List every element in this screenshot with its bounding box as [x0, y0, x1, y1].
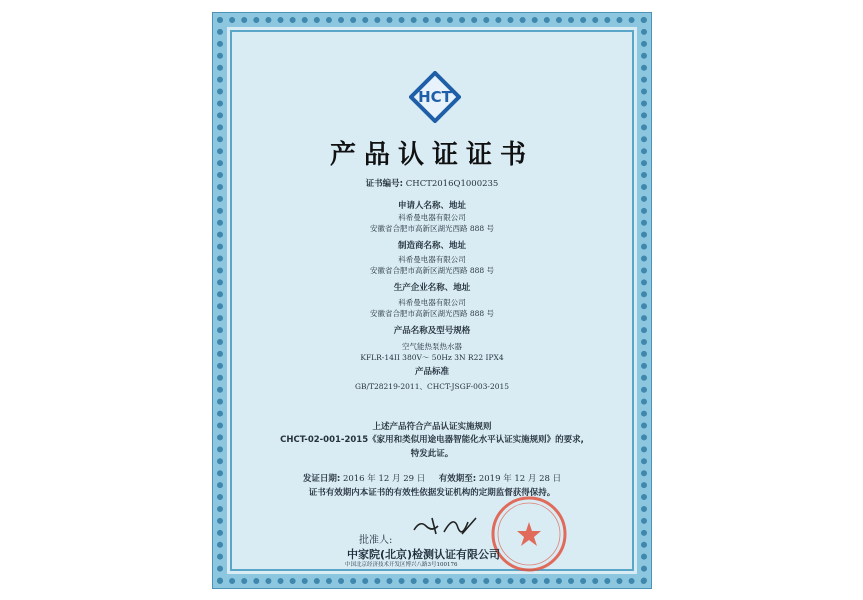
certificate: [213, 13, 651, 588]
cert-number: CHCT2016Q1000235: [405, 179, 499, 189]
compliance-line-2: CHCT-02-001-2015《家用和类似用途电器智能化水平认证实施规则》的要求,: [280, 435, 584, 445]
product-label: 产品名称及型号规格: [393, 326, 471, 336]
cert-number-label: 证书编号:: [365, 179, 404, 189]
dates-row: [227, 472, 637, 484]
compliance-line-1: 上述产品符合产品认证实施规则: [372, 422, 492, 432]
factory-address: 安徽省合肥市高新区湖光西路 888 号: [369, 309, 495, 318]
compliance-line-3: 特发此证。: [410, 449, 454, 459]
issue-date: 2016 年 12 月 29 日: [342, 474, 426, 484]
seal-icon: [489, 494, 569, 574]
issuer-name: 中家院(北京)检测认证有限公司: [347, 548, 501, 561]
factory-label: 生产企业名称、地址: [393, 283, 471, 293]
product-name: 空气能热泵热水器: [402, 342, 462, 351]
standard-label: 产品标准: [414, 367, 449, 377]
page-title: 产品认证证书: [329, 140, 534, 170]
signature: [410, 512, 480, 540]
applicant-address: 安徽省合肥市高新区湖光西路 888 号: [369, 224, 495, 233]
issuer-address: 中国北京经济技术开发区博兴八路3号100176: [345, 562, 458, 568]
issue-date-label: 发证日期:: [302, 474, 341, 484]
factory-name: 科希曼电器有限公司: [398, 298, 466, 307]
product-model: KFLR-14II 380V～ 50Hz 3N R22 IPX4: [360, 353, 504, 362]
manufacturer-address: 安徽省合肥市高新区湖光西路 888 号: [369, 266, 495, 275]
standard-value: GB/T28219-2011、CHCT-JSGF-003-2015: [354, 382, 510, 391]
applicant-name: 科希曼电器有限公司: [398, 213, 466, 222]
hct-logo-icon: [409, 71, 461, 123]
manufacturer-label: 制造商名称、地址: [397, 241, 466, 251]
manufacturer-name: 科希曼电器有限公司: [398, 255, 466, 264]
approver-label: 批准人:: [359, 535, 393, 546]
valid-until-date: 2019 年 12 月 28 日: [478, 474, 562, 484]
validity-note: 证书有效期内本证书的有效性依据发证机构的定期监督获得保持。: [308, 488, 556, 498]
svg-text:HCT: HCT: [418, 88, 452, 106]
cert-number-row: [227, 177, 637, 189]
applicant-label: 申请人名称、地址: [397, 201, 466, 211]
valid-until-label: 有效期至:: [438, 474, 477, 484]
